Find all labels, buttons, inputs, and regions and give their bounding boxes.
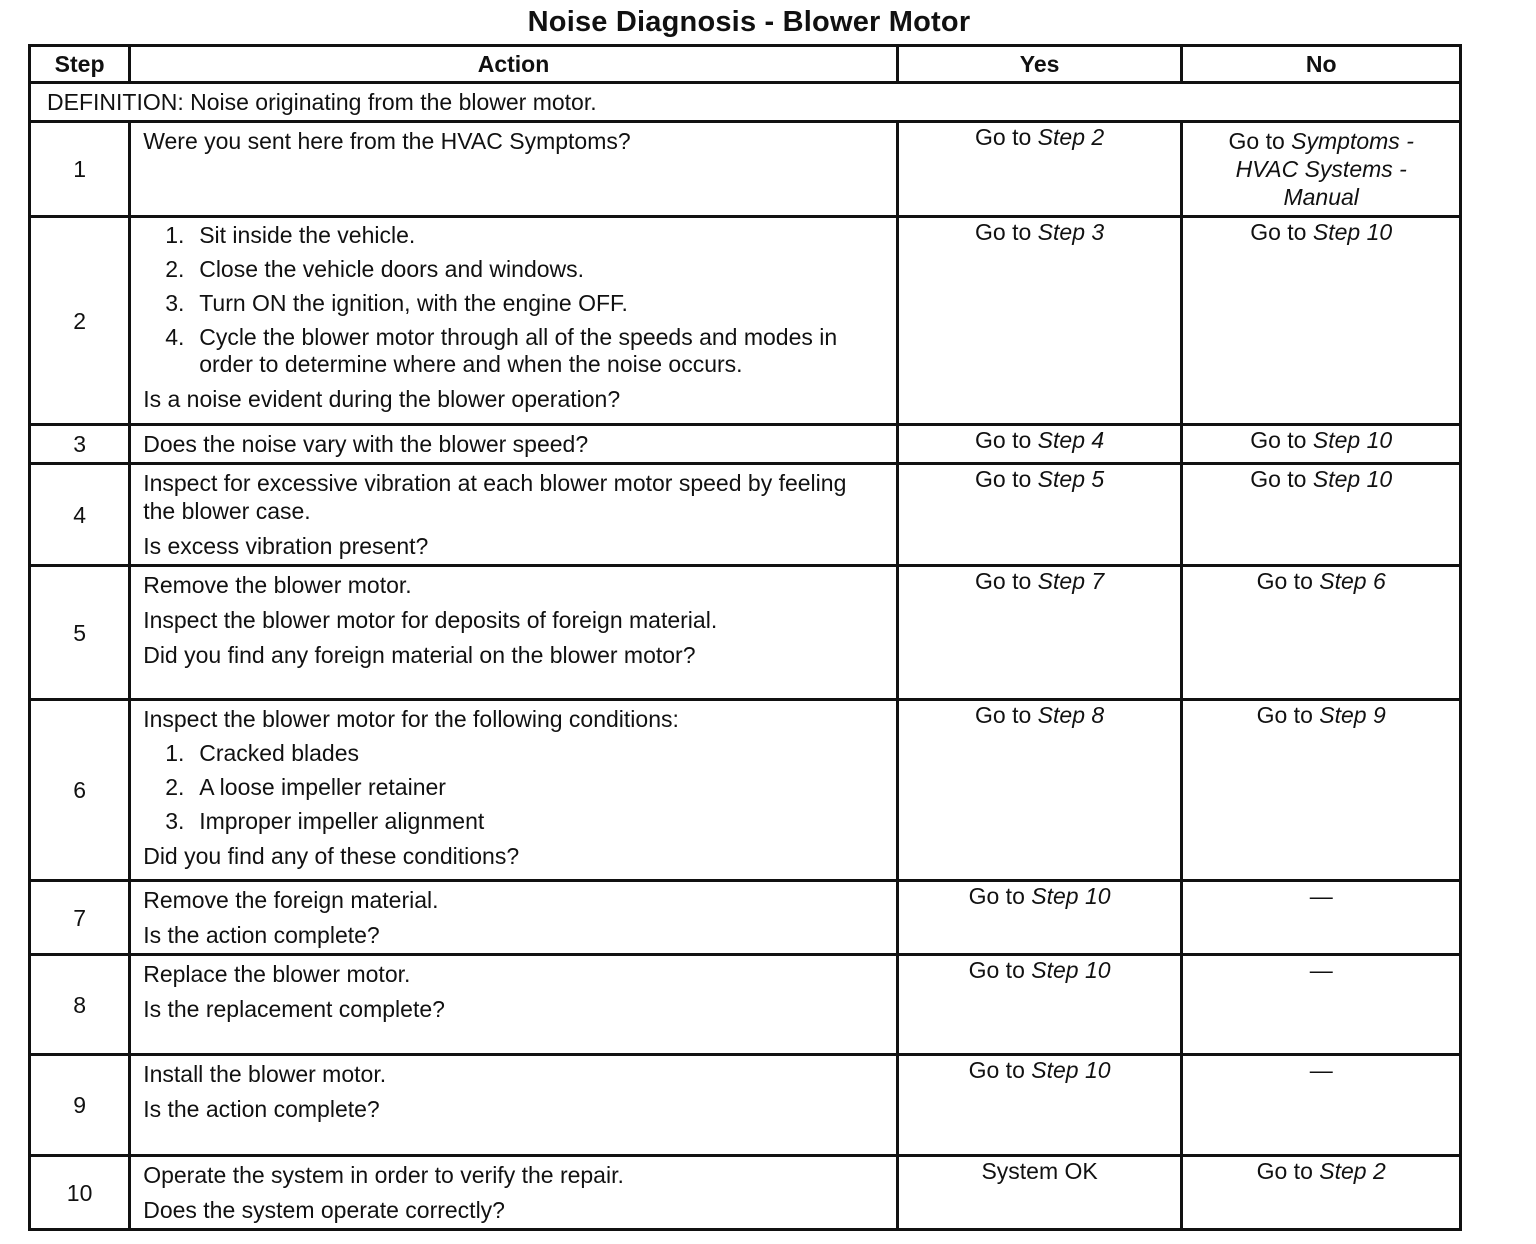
goto-label: Go to (975, 124, 1032, 150)
no-result (1257, 701, 1386, 729)
goto-label: Go to (975, 466, 1032, 492)
definition-row (30, 83, 1461, 122)
action-cell (130, 566, 898, 700)
yes-cell (897, 881, 1182, 955)
yes-result (975, 465, 1104, 493)
question-text: Is the action complete? (143, 922, 380, 948)
step-ref: Step 7 (1037, 568, 1105, 594)
action-text: Inspect for excessive vibration at each blower motor speed by feeling the blower case. (143, 470, 847, 524)
step-number: 10 (30, 1156, 130, 1230)
list-number: 1. (165, 740, 185, 766)
step-ref: Step 6 (1319, 568, 1386, 594)
list-number: 3. (165, 290, 185, 316)
list-text: Improper impeller alignment (199, 808, 485, 834)
action-cell (130, 217, 898, 425)
no-result (1257, 567, 1386, 595)
page-title: Noise Diagnosis - Blower Motor (527, 6, 971, 38)
yes-result (969, 1056, 1111, 1084)
step-ref: Step 2 (1037, 124, 1105, 150)
no-cell (1182, 700, 1461, 881)
step-ref: Step 5 (1037, 466, 1105, 492)
action-text: Install the blower motor. (143, 1061, 387, 1087)
action-cell (130, 1055, 898, 1156)
action-cell (130, 1156, 898, 1230)
list-item (143, 256, 884, 283)
action-list (143, 222, 884, 385)
action-text: Were you sent here from the HVAC Symptoms? (143, 128, 631, 154)
action-text: Replace the blower motor. (143, 961, 411, 987)
goto-label: Go to (975, 427, 1032, 453)
no-dash: — (1309, 957, 1333, 983)
reference-text: Symptoms - (1291, 128, 1414, 154)
yes-result (975, 218, 1104, 246)
goto-label: Go to (975, 219, 1032, 245)
question-text: Did you find any foreign material on the blower motor? (143, 642, 696, 668)
step-number: 1 (30, 122, 130, 217)
goto-label: Go to (1250, 466, 1307, 492)
step-ref: Step 10 (1031, 883, 1111, 909)
action-cell (130, 955, 898, 1055)
step-ref: Step 10 (1031, 957, 1111, 983)
yes-cell (897, 955, 1182, 1055)
question-text: Does the system operate correctly? (143, 1197, 505, 1223)
goto-label: Go to (975, 568, 1032, 594)
table-row (30, 425, 1461, 464)
list-item (143, 774, 884, 801)
no-cell (1182, 217, 1461, 425)
header-yes: Yes (897, 46, 1182, 83)
yes-result (975, 426, 1104, 454)
reference-text: Manual (1283, 184, 1359, 210)
action-text: Remove the foreign material. (143, 887, 439, 913)
goto-label: Go to (968, 957, 1025, 983)
step-ref: Step 9 (1319, 702, 1386, 728)
yes-result: System OK (981, 1158, 1098, 1184)
step-number: 5 (30, 566, 130, 700)
goto-label: Go to (1256, 1158, 1313, 1184)
yes-cell (897, 1156, 1182, 1230)
no-cell (1182, 464, 1461, 566)
yes-result (975, 567, 1104, 595)
no-cell (1182, 881, 1461, 955)
goto-label: Go to (968, 1057, 1025, 1083)
list-number: 2. (165, 774, 185, 800)
definition-text: DEFINITION: Noise originating from the blower motor. (30, 83, 1461, 122)
yes-cell (897, 464, 1182, 566)
diagnosis-table (28, 44, 1462, 1231)
step-number: 3 (30, 425, 130, 464)
action-cell (130, 881, 898, 955)
yes-result (975, 701, 1104, 729)
question-text: Is excess vibration present? (143, 533, 429, 559)
question-text: Is the replacement complete? (143, 996, 445, 1022)
table-row (30, 1156, 1461, 1230)
list-text: A loose impeller retainer (199, 774, 446, 800)
goto-label: Go to (1250, 219, 1307, 245)
action-cell (130, 425, 898, 464)
question-text: Is a noise evident during the blower operation? (143, 386, 621, 412)
step-number: 4 (30, 464, 130, 566)
no-cell (1182, 955, 1461, 1055)
action-text: Operate the system in order to verify the repair. (143, 1162, 624, 1188)
list-item (143, 740, 884, 767)
list-number: 3. (165, 808, 185, 834)
no-cell (1182, 1156, 1461, 1230)
goto-label: Go to (1256, 568, 1313, 594)
yes-cell (897, 122, 1182, 217)
step-ref: Step 10 (1312, 219, 1393, 245)
action-cell (130, 700, 898, 881)
question-text: Is the action complete? (143, 1096, 380, 1122)
action-cell (130, 122, 898, 217)
table-row (30, 700, 1461, 881)
list-number: 1. (165, 222, 185, 248)
step-number: 2 (30, 217, 130, 425)
no-dash: — (1309, 1057, 1333, 1083)
step-ref: Step 10 (1312, 427, 1393, 453)
goto-label: Go to (975, 702, 1032, 728)
list-text: Cycle the blower motor through all of the speeds and modes in order to determine where and when the noise occurs. (199, 324, 838, 377)
list-item (143, 290, 884, 317)
action-text: Inspect the blower motor for the following conditions: (143, 706, 679, 732)
step-ref: Step 8 (1037, 702, 1105, 728)
list-text: Sit inside the vehicle. (199, 222, 416, 248)
step-number: 6 (30, 700, 130, 881)
no-cell (1182, 122, 1461, 217)
yes-cell (897, 700, 1182, 881)
no-result (1250, 218, 1392, 246)
no-result (1250, 465, 1392, 493)
table-row (30, 566, 1461, 700)
list-item (143, 222, 884, 249)
step-number: 8 (30, 955, 130, 1055)
step-number: 7 (30, 881, 130, 955)
question-text: Did you find any of these conditions? (143, 843, 520, 869)
step-ref: Step 10 (1031, 1057, 1111, 1083)
action-text: Remove the blower motor. (143, 572, 412, 598)
table-row (30, 217, 1461, 425)
header-action: Action (130, 46, 898, 83)
goto-label: Go to (1256, 702, 1313, 728)
list-item (143, 324, 884, 378)
no-cell (1182, 1055, 1461, 1156)
yes-result (969, 956, 1111, 984)
yes-result (975, 123, 1104, 151)
action-text: Inspect the blower motor for deposits of foreign material. (143, 607, 718, 633)
no-cell (1182, 566, 1461, 700)
list-number: 2. (165, 256, 185, 282)
action-cell (130, 464, 898, 566)
step-ref: Step 2 (1319, 1158, 1386, 1184)
goto-label: Go to (1250, 427, 1307, 453)
action-list (143, 740, 884, 842)
yes-result (969, 882, 1111, 910)
no-dash: — (1309, 883, 1333, 909)
table-row (30, 881, 1461, 955)
table-row (30, 1055, 1461, 1156)
goto-label: Go to (968, 883, 1025, 909)
step-ref: Step 3 (1037, 219, 1105, 245)
table-row (30, 122, 1461, 217)
list-item (143, 808, 884, 835)
no-result (1250, 426, 1392, 454)
list-text: Turn ON the ignition, with the engine OFF. (199, 290, 628, 316)
table-row (30, 955, 1461, 1055)
list-text: Close the vehicle doors and windows. (199, 256, 585, 282)
goto-label: Go to (1228, 128, 1285, 154)
no-result (1183, 123, 1459, 215)
yes-cell (897, 566, 1182, 700)
step-number: 9 (30, 1055, 130, 1156)
table-row (30, 464, 1461, 566)
header-step: Step (30, 46, 130, 83)
header-no: No (1182, 46, 1461, 83)
step-ref: Step 10 (1312, 466, 1393, 492)
yes-cell (897, 425, 1182, 464)
list-text: Cracked blades (199, 740, 360, 766)
no-cell (1182, 425, 1461, 464)
question-text: Does the noise vary with the blower speed? (143, 431, 589, 457)
list-number: 4. (165, 324, 185, 350)
header-row (30, 46, 1461, 83)
reference-text: HVAC Systems - (1235, 156, 1407, 182)
step-ref: Step 4 (1037, 427, 1105, 453)
yes-cell (897, 217, 1182, 425)
no-result (1257, 1157, 1386, 1185)
yes-cell (897, 1055, 1182, 1156)
